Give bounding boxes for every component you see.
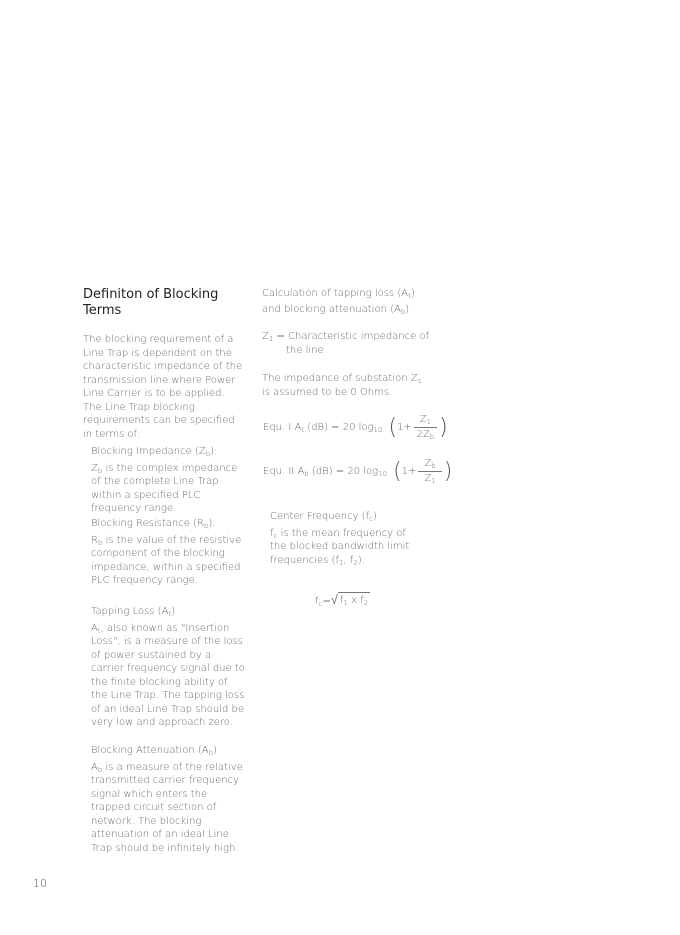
section-title: Definiton of Blocking Terms <box>83 287 219 318</box>
equation-blocking-attenuation: Equ. II $A_b$ (dB) = 20 $\log_{10}$ ( 1+ $\frac{Z_b}{Z_1}$ ) <box>263 458 453 485</box>
term-heading: Blocking Attenuation $(A_b)$ <box>91 745 217 757</box>
center-frequency <box>270 510 420 567</box>
term-definition: $R_b$ is the value of the resistive component of the blocking impedance, within a specified PLC frequency range. <box>91 534 242 586</box>
term-heading: Tapping Loss $(A_t)$ <box>91 606 176 618</box>
intro-paragraph: The blocking requirement of a Line Trap is dependent on the characteristic impedance of the transmission line where Power Line Carrier is to be applied. The Line Trap blocking requirements can be specified in terms of: <box>83 334 243 440</box>
term-heading: Blocking Impedance $(Z_b)$: <box>91 446 218 458</box>
substation-note: The impedance of substation $Z_s$ is assumed to be 0 Ohms. <box>262 373 422 398</box>
term-blocking-impedance <box>91 445 247 516</box>
fraction: $\frac{Z_1}{2Z_b}$ <box>414 414 437 441</box>
term-definition: $A_t$, also known as "Insertion Loss", is a measure of the loss of power sustained by a carrier frequency signal due to the finite blocking ability of the Line Trap. The tapping loss of an ideal Line Trap should be very low and approach zero. <box>91 622 245 728</box>
equation-tapping-loss: Equ. I $A_t$ (dB) = 20 $\log_{10}$ ( 1+ $\frac{Z_1}{2Z_b}$ ) <box>263 414 448 441</box>
fraction: $\frac{Z_b}{Z_1}$ <box>418 458 441 485</box>
term-definition: $Z_b$ is the complex impedance of the complete Line Trap within a specified PLC frequency range. <box>91 462 238 514</box>
square-root-icon: √ <box>330 593 338 608</box>
term-definition: $A_b$ is a measure of the relative transmitted carrier frequency signal which enters the trapped circuit section of network. The blocking attenuation of an ideal Line Trap should be infinitely high. <box>91 761 243 854</box>
page-number: 10 <box>33 877 47 890</box>
term-tapping-loss <box>91 605 247 730</box>
center-frequency-formula: $f_c=$ √ $f_1$ x $f_2$ <box>315 593 369 608</box>
term-blocking-resistance <box>91 517 247 588</box>
term-blocking-attenuation <box>91 744 247 855</box>
calculation-heading: Calculation of tapping loss $(A_t)$ and blocking attenuation $(A_b)$ <box>262 288 415 316</box>
term-heading: Blocking Resistance $(R_b)$: <box>91 518 216 530</box>
center-frequency-heading: Center Frequency $(f_c)$ <box>270 511 377 523</box>
center-frequency-definition: $f_c$ is the mean frequency of the blocked bandwidth limit frequencies ($f_1$, $f_2$). <box>270 527 410 567</box>
z1-definition: $Z_1$ = Characteristic impedance of the line <box>262 331 430 356</box>
